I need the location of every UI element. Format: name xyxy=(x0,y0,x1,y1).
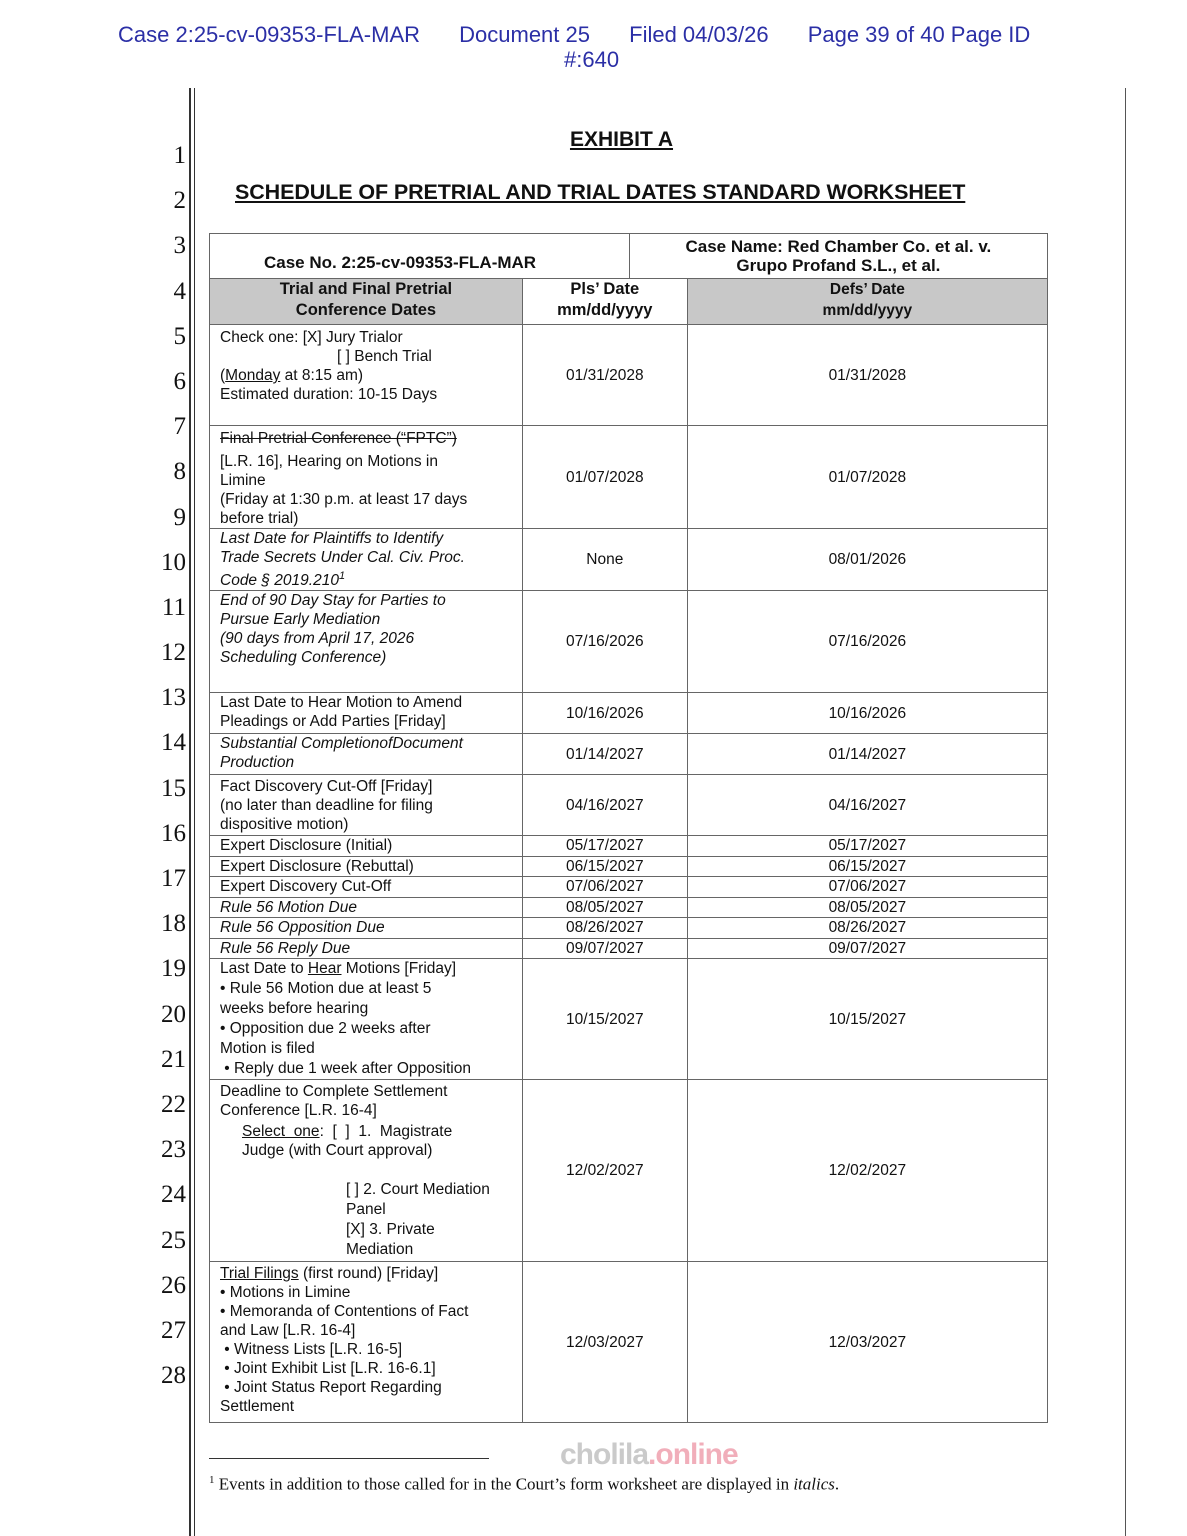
defs-date: 05/17/2027 xyxy=(687,836,1047,857)
line-number: 4 xyxy=(173,277,186,305)
event-line: [ ] 2. Court Mediation xyxy=(346,1181,490,1199)
table-row-fptc xyxy=(210,426,1048,529)
event-cell: Expert Disclosure (Initial) xyxy=(210,836,523,857)
line-numbers xyxy=(140,137,186,1402)
event-cell: Expert Discovery Cut-Off xyxy=(210,877,523,898)
table-row-expert xyxy=(210,897,1048,918)
schedule-table xyxy=(209,233,1048,1423)
pls-date-amend-pleadings: 10/16/2026 xyxy=(522,693,687,734)
line-number: 19 xyxy=(161,955,186,983)
line-number: 20 xyxy=(161,1000,186,1028)
event-line: (Monday at 8:15 am) xyxy=(220,367,364,384)
defs-date-amend-pleadings: 10/16/2026 xyxy=(687,693,1047,734)
event-line: Limine xyxy=(220,472,266,489)
line-number: 3 xyxy=(173,232,186,260)
event-line: dispositive motion) xyxy=(220,816,349,834)
header-pls-line1: Pls’ Date xyxy=(570,280,640,298)
defs-date: 08/05/2027 xyxy=(687,897,1047,918)
event-line: Last Date for Plaintiffs to Identify xyxy=(220,530,444,547)
line-number: 15 xyxy=(161,774,186,802)
event-line: • Memoranda of Contentions of Fact xyxy=(220,1303,469,1321)
footnote-separator xyxy=(209,1458,489,1459)
line-number: 23 xyxy=(161,1136,186,1164)
table-row-document-production xyxy=(210,734,1048,775)
page-id-header: #:640 xyxy=(564,47,620,72)
header-pls-date xyxy=(522,279,687,325)
event-cell-trial xyxy=(210,325,523,426)
table-row-expert xyxy=(210,918,1048,939)
table-header-row xyxy=(210,279,1048,325)
footnote-text: Events in addition to those called for in the Court’s form worksheet are displayed in xyxy=(214,1474,794,1494)
line-number: 12 xyxy=(161,639,186,667)
header-defs-date xyxy=(687,279,1047,325)
table-row-settlement xyxy=(210,1080,1048,1262)
line-number: 17 xyxy=(161,865,186,892)
event-line: Pursue Early Mediation xyxy=(220,611,381,629)
table-row-trade-secrets xyxy=(210,529,1048,591)
pls-date-document-production: 01/14/2027 xyxy=(522,734,687,775)
line-number: 24 xyxy=(161,1181,186,1209)
event-cell-mediation-stay xyxy=(210,591,523,693)
header-defs-line2: mm/dd/yyyy xyxy=(822,302,913,319)
line-number: 27 xyxy=(161,1316,186,1344)
event-line: Deadline to Complete Settlement xyxy=(220,1083,448,1101)
event-line: Last Date to Hear Motion to Amend xyxy=(220,694,463,712)
event-line: and Law [L.R. 16-4] xyxy=(220,1322,356,1340)
event-line: Scheduling Conference) xyxy=(220,649,387,667)
defs-date-fptc: 01/07/2028 xyxy=(687,426,1047,529)
table-row-trial xyxy=(210,325,1048,426)
defs-date-hear-motions: 10/15/2027 xyxy=(687,959,1047,1080)
event-cell-amend-pleadings xyxy=(210,693,523,734)
event-line-underlined: Monday xyxy=(225,367,281,384)
line-number: 28 xyxy=(161,1362,186,1390)
event-cell: Rule 56 Reply Due xyxy=(210,938,523,959)
defs-date: 07/06/2027 xyxy=(687,877,1047,898)
line-number: 7 xyxy=(173,413,186,441)
event-line: (no later than deadline for filing xyxy=(220,797,433,815)
line-number: 11 xyxy=(161,593,186,621)
table-row-hear-motions xyxy=(210,959,1048,1080)
table-row-expert xyxy=(210,938,1048,959)
document-number-header: Document 25 xyxy=(459,22,590,47)
line-number: 2 xyxy=(173,187,186,215)
defs-date: 08/26/2027 xyxy=(687,918,1047,939)
event-line: Panel xyxy=(346,1201,386,1219)
event-line-underlined: Select one xyxy=(242,1123,320,1141)
event-cell: Rule 56 Motion Due xyxy=(210,897,523,918)
event-line: Conference [L.R. 16-4] xyxy=(220,1102,377,1120)
event-line: • Witness Lists [L.R. 16-5] xyxy=(220,1341,403,1359)
watermark-part2: .online xyxy=(648,1438,738,1471)
footnote-italic-word: italics xyxy=(793,1474,835,1494)
event-cell-settlement xyxy=(210,1080,523,1262)
event-line: • Motions in Limine xyxy=(220,1284,351,1302)
event-line-part: Motions [Friday] xyxy=(341,960,457,978)
pls-date-trial-filings: 12/03/2027 xyxy=(522,1262,687,1423)
event-cell: Expert Disclosure (Rebuttal) xyxy=(210,856,523,877)
table-row-trial-filings xyxy=(210,1262,1048,1423)
table-row-expert xyxy=(210,877,1048,898)
header-event-line1: Trial and Final Pretrial xyxy=(279,280,453,298)
case-name-line1: Case Name: Red Chamber Co. et al. v. xyxy=(685,237,992,256)
expert-rows xyxy=(210,836,1048,959)
event-line: Final Pretrial Conference (“FPTC”) xyxy=(220,430,457,447)
pls-date-mediation-stay: 07/16/2026 xyxy=(522,591,687,693)
line-number: 21 xyxy=(161,1045,186,1073)
event-line-part: Last Date to xyxy=(220,960,308,978)
pleading-rule-left-inner xyxy=(194,88,195,1536)
case-info-row xyxy=(210,234,1048,279)
event-line: • Joint Status Report Regarding xyxy=(220,1379,442,1397)
event-line: [X] 3. Private xyxy=(346,1221,435,1239)
exhibit-title xyxy=(0,128,1187,152)
line-number: 6 xyxy=(173,367,186,395)
exhibit-title-text: EXHIBIT A xyxy=(569,128,674,151)
event-line: • Joint Exhibit List [L.R. 16-6.1] xyxy=(220,1360,436,1378)
defs-date-trial-filings: 12/03/2027 xyxy=(687,1262,1047,1423)
event-line: weeks before hearing xyxy=(220,1000,369,1018)
event-line: Fact Discovery Cut-Off [Friday] xyxy=(220,778,433,796)
event-cell-fptc xyxy=(210,426,523,529)
event-line: (Friday at 1:30 p.m. at least 17 days xyxy=(220,491,468,508)
event-cell-trial-filings xyxy=(210,1262,523,1423)
line-number: 13 xyxy=(161,684,186,712)
event-line xyxy=(220,1264,522,1283)
event-line-underlined: Hear xyxy=(307,960,342,978)
event-line-underlined: Trial Filings xyxy=(220,1265,299,1283)
line-number: 10 xyxy=(161,548,186,576)
case-number-cell xyxy=(210,234,630,279)
event-line xyxy=(220,567,522,590)
footnote-end: . xyxy=(834,1474,840,1494)
event-line: Pleadings or Add Parties [Friday] xyxy=(220,713,446,731)
event-line: [L.R. 16], Hearing on Motions in xyxy=(220,453,438,470)
defs-date: 06/15/2027 xyxy=(687,856,1047,877)
event-line: Judge (with Court approval) xyxy=(242,1142,433,1160)
event-line: Settlement xyxy=(220,1398,295,1416)
table-row-expert xyxy=(210,836,1048,857)
defs-date-trade-secrets: 08/01/2026 xyxy=(687,529,1047,591)
event-line xyxy=(220,959,522,979)
line-number: 9 xyxy=(173,503,186,531)
filed-date-header: Filed 04/03/26 xyxy=(629,22,769,47)
defs-date-fact-discovery: 04/16/2027 xyxy=(687,775,1047,836)
event-line: Substantial CompletionofDocument xyxy=(220,735,463,753)
table-row-amend-pleadings xyxy=(210,693,1048,734)
header-event xyxy=(210,279,523,325)
header-defs-line1: Defs’ Date xyxy=(829,281,905,298)
pls-date-trial: 01/31/2028 xyxy=(522,325,687,426)
line-number: 18 xyxy=(161,910,186,938)
case-name-cell xyxy=(629,234,1047,279)
event-cell-trade-secrets xyxy=(210,529,523,591)
watermark xyxy=(560,1440,738,1470)
event-line: Production xyxy=(220,754,295,772)
event-line: Motion is filed xyxy=(220,1040,315,1058)
event-line-part: (first round) [Friday] xyxy=(298,1265,439,1283)
worksheet-title: SCHEDULE OF PRETRIAL AND TRIAL DATES STANDARD WORKSHEET xyxy=(235,180,966,204)
pls-date: 06/15/2027 xyxy=(522,856,687,877)
footnote xyxy=(209,1474,839,1495)
case-number-header: Case 2:25-cv-09353-FLA-MAR xyxy=(118,22,421,47)
footnote-number: 1 xyxy=(209,1474,215,1486)
pls-date: 09/07/2027 xyxy=(522,938,687,959)
event-cell-document-production xyxy=(210,734,523,775)
defs-date-trial: 01/31/2028 xyxy=(687,325,1047,426)
event-line: [ ] Bench Trial xyxy=(337,348,432,365)
pleading-rule-right xyxy=(1125,88,1126,1536)
event-line: Trade Secrets Under Cal. Civ. Proc. xyxy=(220,549,465,566)
event-line: before trial) xyxy=(220,510,299,527)
event-line-part: Code § 2019.210 xyxy=(220,572,339,590)
line-number: 25 xyxy=(161,1226,186,1254)
event-cell-hear-motions xyxy=(210,959,523,1080)
page-number-header: Page 39 of 40 Page ID xyxy=(807,22,1031,47)
event-line: • Opposition due 2 weeks after xyxy=(220,1020,431,1038)
pls-date-hear-motions: 10/15/2027 xyxy=(522,959,687,1080)
table-row-expert xyxy=(210,856,1048,877)
watermark-part1: cholila xyxy=(560,1438,649,1471)
footnote-reference[interactable]: 1 xyxy=(338,570,346,582)
line-number: 16 xyxy=(161,819,186,847)
event-line: • Rule 56 Motion due at least 5 xyxy=(220,980,432,998)
pls-date: 05/17/2027 xyxy=(522,836,687,857)
event-cell: Rule 56 Opposition Due xyxy=(210,918,523,939)
pls-date-fact-discovery: 04/16/2027 xyxy=(522,775,687,836)
line-number: 8 xyxy=(173,458,186,486)
defs-date-settlement: 12/02/2027 xyxy=(687,1080,1047,1262)
event-line: Estimated duration: 10-15 Days xyxy=(220,386,438,403)
pleading-rule-left-outer xyxy=(189,88,191,1536)
event-line-part: : [ ] 1. Magistrate xyxy=(319,1123,453,1141)
event-cell-fact-discovery xyxy=(210,775,523,836)
table-row-mediation-stay xyxy=(210,591,1048,693)
defs-date-document-production: 01/14/2027 xyxy=(687,734,1047,775)
case-name-line2: Grupo Profand S.L., et al. xyxy=(736,256,941,275)
event-line: • Reply due 1 week after Opposition xyxy=(220,1060,471,1078)
line-number: 14 xyxy=(161,729,186,757)
event-line xyxy=(220,1122,522,1141)
event-line: (90 days from April 17, 2026 xyxy=(220,630,415,648)
case-number: Case No. 2:25-cv-09353-FLA-MAR xyxy=(264,253,537,272)
pls-date-settlement: 12/02/2027 xyxy=(522,1080,687,1262)
line-number: 26 xyxy=(161,1271,186,1299)
defs-date-mediation-stay: 07/16/2026 xyxy=(687,591,1047,693)
pls-date: 08/05/2027 xyxy=(522,897,687,918)
table-row-fact-discovery xyxy=(210,775,1048,836)
event-line-part: at 8:15 am) xyxy=(280,367,364,384)
event-line: Mediation xyxy=(346,1241,414,1259)
line-number: 22 xyxy=(161,1090,186,1118)
event-line: Check one: [X] Jury Trialor xyxy=(220,329,403,346)
header-pls-line2: mm/dd/yyyy xyxy=(557,301,653,319)
event-line: End of 90 Day Stay for Parties to xyxy=(220,592,446,610)
pls-date: 07/06/2027 xyxy=(522,877,687,898)
defs-date: 09/07/2027 xyxy=(687,938,1047,959)
pls-date: 08/26/2027 xyxy=(522,918,687,939)
line-number: 5 xyxy=(173,322,186,350)
header-event-line2: Conference Dates xyxy=(295,301,437,319)
pls-date-trade-secrets: None xyxy=(522,529,687,591)
line-number: 1 xyxy=(173,142,186,169)
pls-date-fptc: 01/07/2028 xyxy=(522,426,687,529)
